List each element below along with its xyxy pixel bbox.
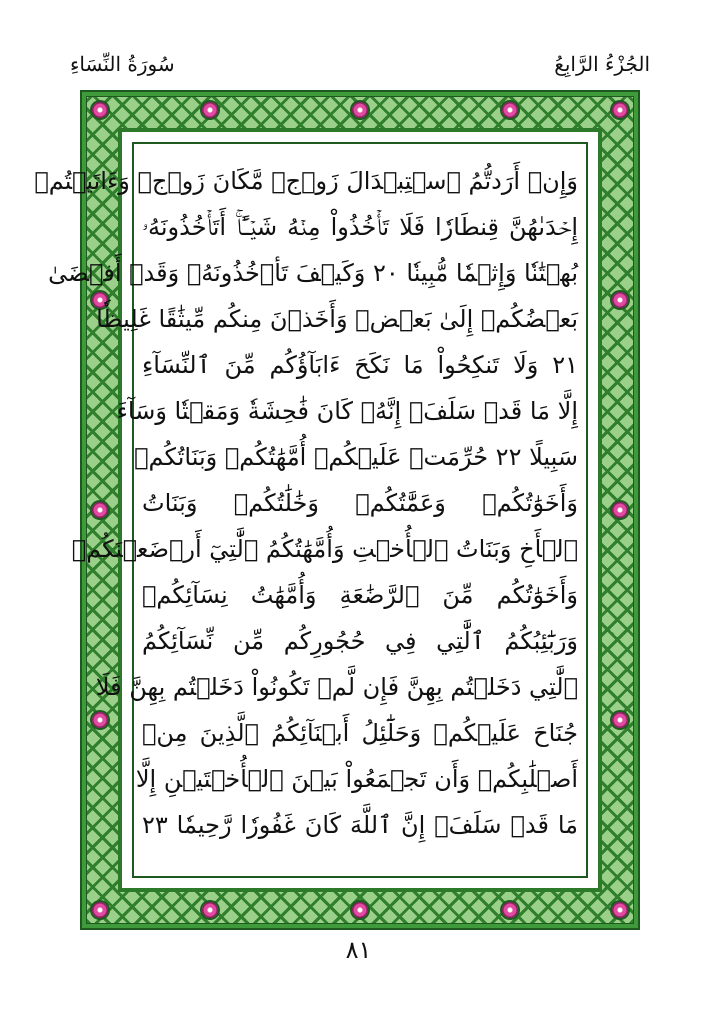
juz-name: الجُزْءُ الرَّابِعُ <box>554 52 650 76</box>
flower-ornament-icon <box>352 902 368 918</box>
ornamental-border <box>34 90 640 930</box>
verse-line: إِحۡدَىٰهُنَّ قِنطَارٗا فَلَا تَأۡخُذُواْ مِنۡهُ شَيۡـًٔاۚ أَتَأۡخُذُونَهُۥ <box>142 213 578 241</box>
flower-ornament-icon <box>612 712 628 728</box>
verse-lines <box>34 158 578 862</box>
flower-ornament-icon <box>612 292 628 308</box>
flower-ornament-icon <box>612 902 628 918</box>
verse-line: وَأَخَوَٰتُكُمۡ وَعَمَّٰتُكُمۡ وَخَٰلَٰتُكُمۡ وَبَنَاتُ <box>142 489 578 517</box>
flower-ornament-icon <box>612 102 628 118</box>
verse-line: ٢١ وَلَا تَنكِحُواْ مَا نَكَحَ ءَابَآؤُكُم مِّنَ ٱلنِّسَآءِ <box>142 351 578 379</box>
flower-ornament-icon <box>502 102 518 118</box>
verse-line: سَبِيلًا ٢٢ حُرِّمَتۡ عَلَيۡكُمۡ أُمَّهَٰتُكُمۡ وَبَنَاتُكُمۡ <box>134 443 578 471</box>
flower-ornament-icon <box>92 502 108 518</box>
flower-ornament-icon <box>612 502 628 518</box>
text-panel <box>34 142 588 878</box>
verse-line: مَا قَدۡ سَلَفَۗ إِنَّ ٱللَّهَ كَانَ غَفُورٗا رَّحِيمٗا ٢٣ <box>142 811 578 839</box>
verse-line: بَعۡضُكُمۡ إِلَىٰ بَعۡضٖ وَأَخَذۡنَ مِنكُم مِّيثَٰقًا غَلِيظٗا <box>96 305 578 333</box>
flower-ornament-icon <box>352 102 368 118</box>
flower-ornament-icon <box>502 902 518 918</box>
verse-line: إِلَّا مَا قَدۡ سَلَفَۚ إِنَّهُۥ كَانَ فَٰحِشَةٗ وَمَقۡتٗا وَسَآءَ <box>116 397 578 425</box>
page-header <box>70 52 650 86</box>
verse-line: وَأَخَوَٰتُكُم مِّنَ ٱلرَّضَٰعَةِ وَأُمَّهَٰتُ نِسَآئِكُمۡ <box>142 581 578 609</box>
verse-line: جُنَاحَ عَلَيۡكُمۡ وَحَلَٰٓئِلُ أَبۡنَآئِكُمُ ٱلَّذِينَ مِنۡ <box>142 719 578 747</box>
flower-ornament-icon <box>92 902 108 918</box>
verse-line: وَإِنۡ أَرَدتُّمُ ٱسۡتِبۡدَالَ زَوۡجٖ مَّكَانَ زَوۡجٖ وَءَاتَيۡتُمۡ <box>34 167 578 195</box>
surah-name: سُورَةُ النِّسَاءِ <box>70 52 175 76</box>
flower-ornament-icon <box>92 102 108 118</box>
verse-line: أَصۡلَٰبِكُمۡ وَأَن تَجۡمَعُواْ بَيۡنَ ٱلۡأُخۡتَيۡنِ إِلَّا <box>135 765 578 793</box>
page-number: ٨١ <box>345 936 372 964</box>
verse-line: ٱلۡأَخِ وَبَنَاتُ ٱلۡأُخۡتِ وَأُمَّهَٰتُكُمُ ٱلَّٰتِيٓ أَرۡضَعۡنَكُمۡ <box>71 535 578 563</box>
verse-line: ٱلَّٰتِي دَخَلۡتُم بِهِنَّ فَإِن لَّمۡ تَكُونُواْ دَخَلۡتُم بِهِنَّ فَلَا <box>95 673 578 701</box>
flower-ornament-icon <box>92 712 108 728</box>
verse-line: وَرَبَٰٓئِبُكُمُ ٱلَّٰتِي فِي حُجُورِكُم مِّن نِّسَآئِكُمُ <box>142 627 578 655</box>
verse-line: بُهۡتَٰنٗا وَإِثۡمٗا مُّبِينٗا ٢٠ وَكَيۡفَ تَأۡخُذُونَهُۥ وَقَدۡ أَفۡضَىٰ <box>48 259 578 287</box>
flower-ornament-icon <box>202 902 218 918</box>
flower-ornament-icon <box>202 102 218 118</box>
